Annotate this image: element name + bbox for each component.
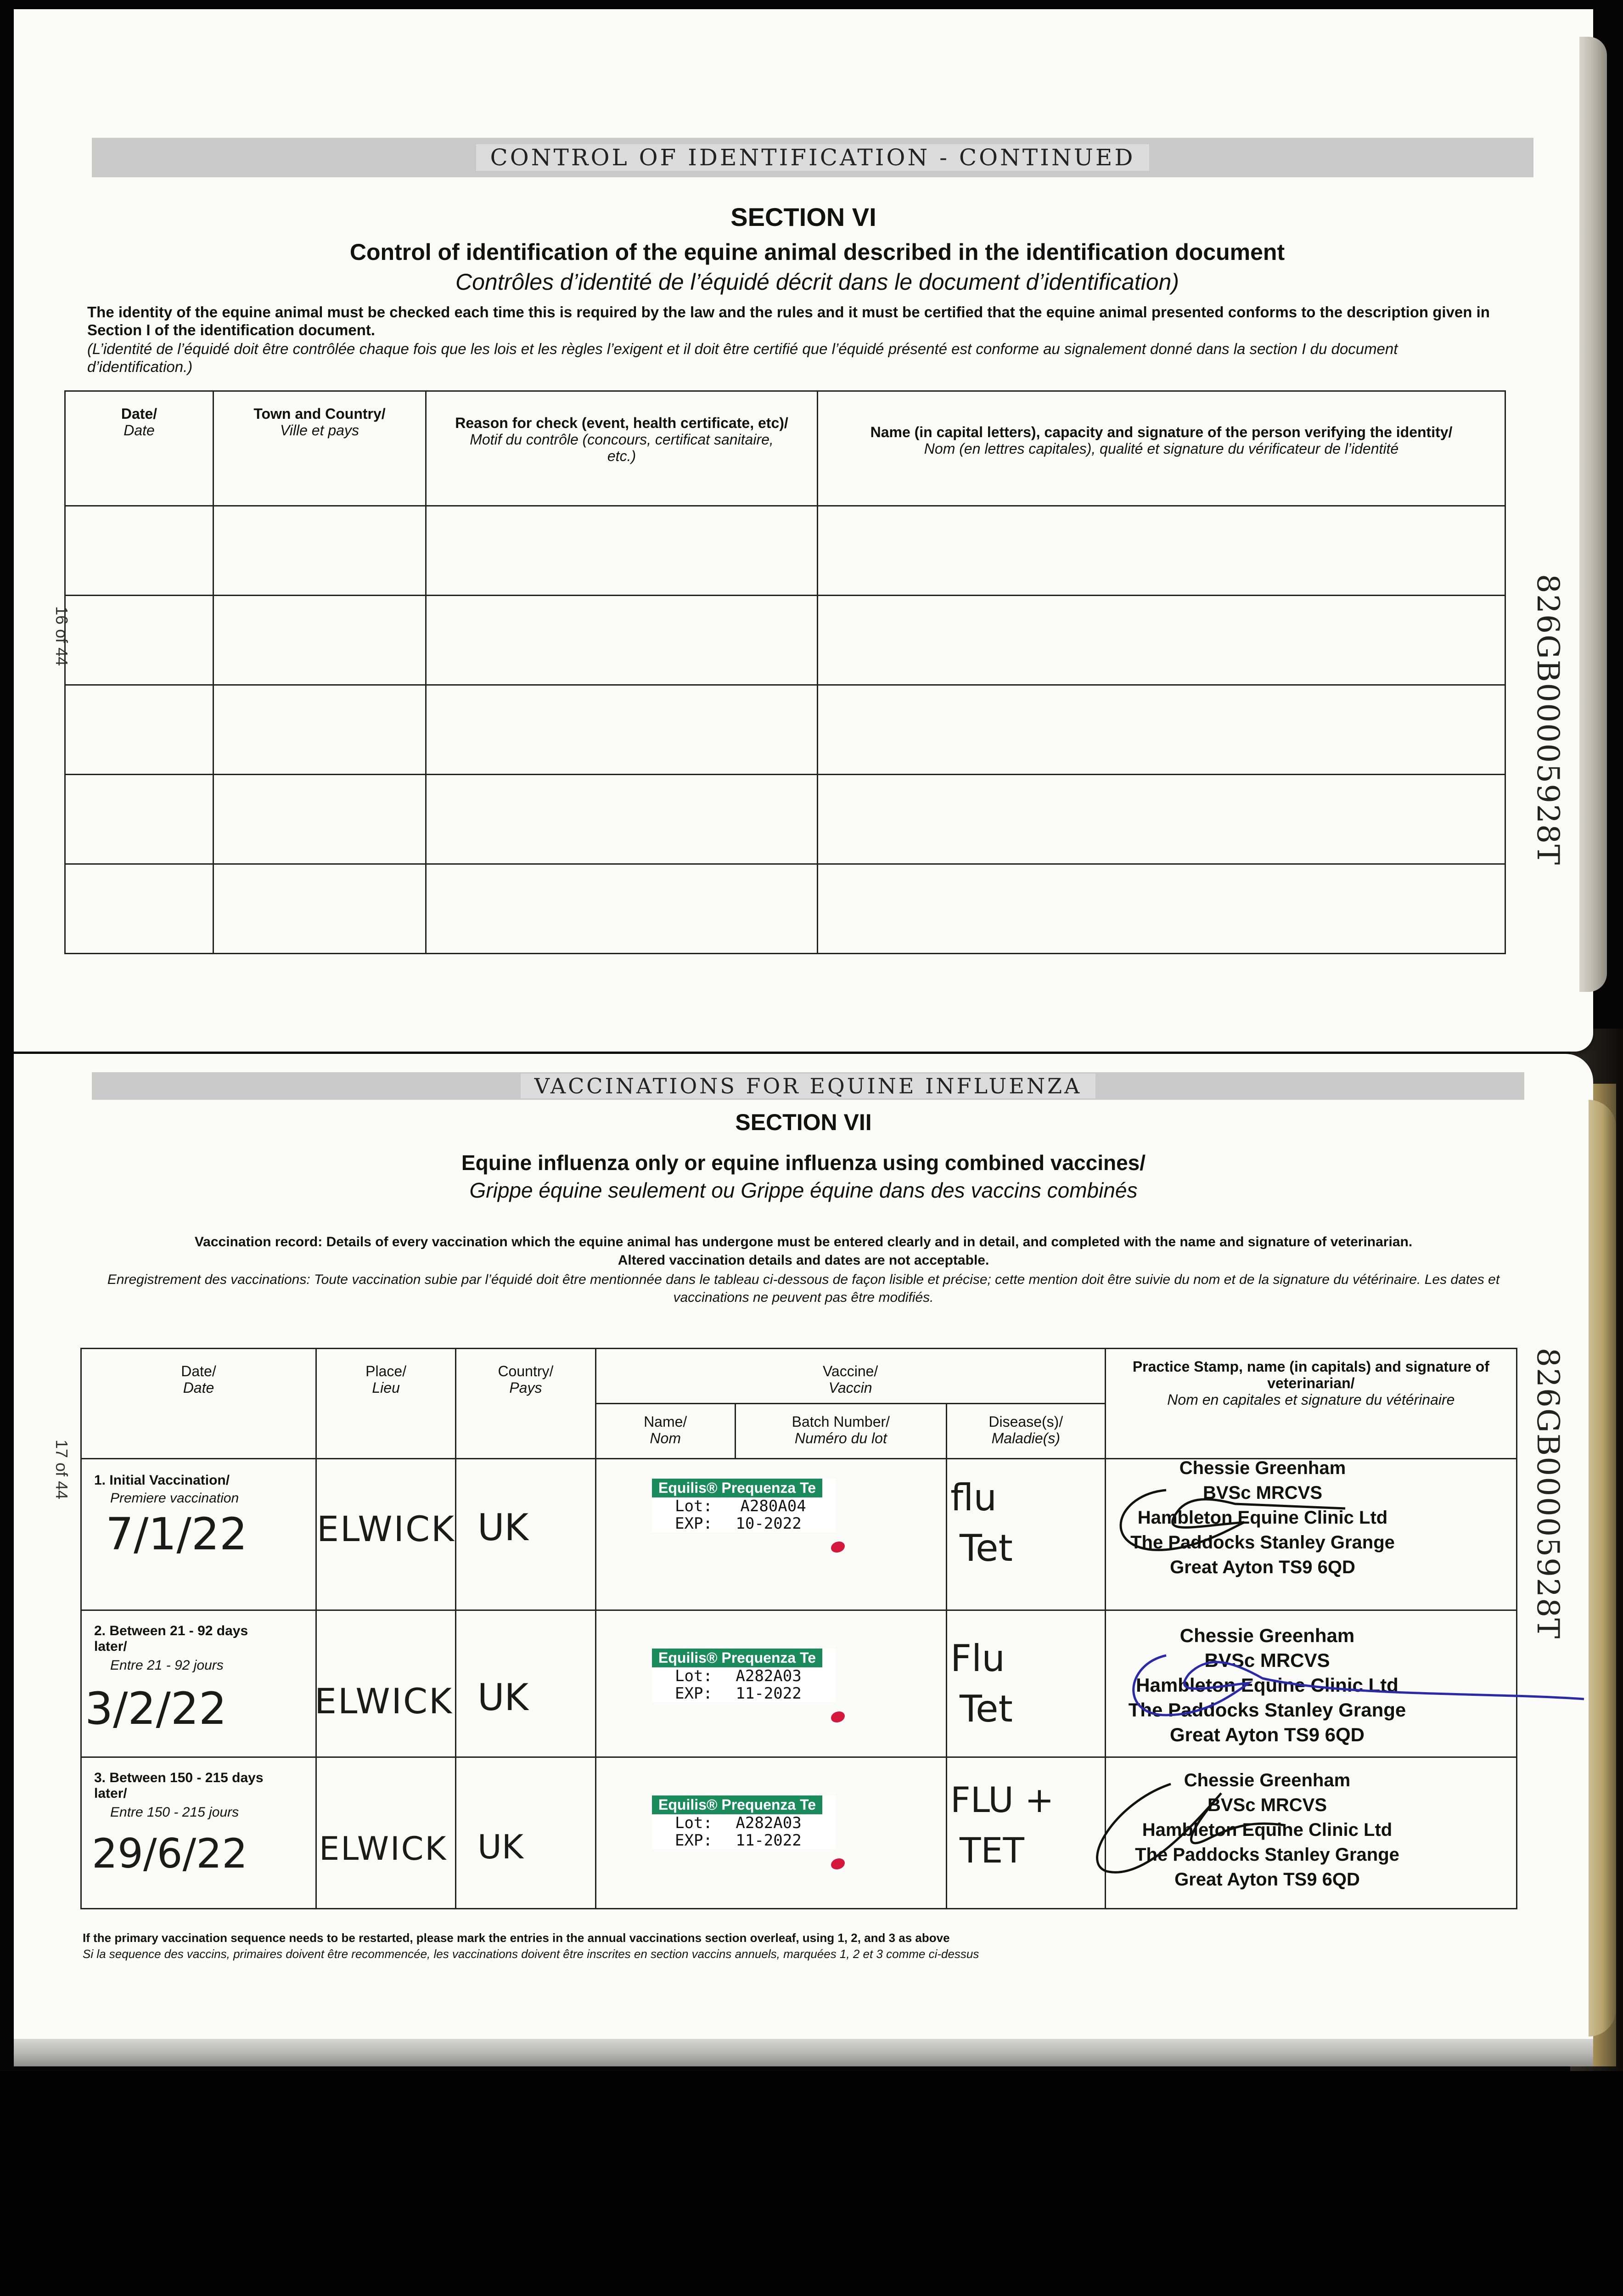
row1-exp-label: EXP: <box>675 1514 713 1533</box>
row2-disease-cell[interactable] <box>946 1610 1105 1757</box>
row1-country: UK <box>477 1506 529 1549</box>
scan-border-bottom <box>0 2071 1623 2296</box>
row3-stamp-addr1: The Paddocks Stanley Grange <box>1135 1845 1399 1865</box>
col-reason-fr: Motif du contrôle (concours, certificat sanitaire, etc.) <box>470 431 774 464</box>
col-name-fr: Nom (en lettres capitales), qualité et signature du vérificateur de l’identité <box>924 440 1399 457</box>
row3-stamp-qual: BVSc MRCVS <box>1207 1795 1327 1815</box>
col-stamp-en: Practice Stamp, name (in capitals) and signature of veterinarian/ <box>1132 1358 1489 1391</box>
cell-name[interactable] <box>818 506 1505 596</box>
section-vi-title: SECTION VI <box>730 203 876 231</box>
col-country-en: Country/ <box>498 1363 554 1379</box>
row3-disease-1: FLU + <box>950 1779 1054 1820</box>
row3-lot-label: Lot: <box>675 1814 713 1832</box>
row3-country-cell[interactable] <box>456 1757 595 1909</box>
col-date-header <box>65 391 213 506</box>
section-vi-banner-text: CONTROL OF IDENTIFICATION - CONTINUED <box>476 144 1149 171</box>
col-disease-fr: Maladie(s) <box>991 1430 1060 1446</box>
page-section-vii <box>14 1054 1593 2060</box>
col-town-en: Town and Country/ <box>253 405 386 422</box>
table-row <box>65 864 1505 954</box>
row2-stamp-qual: BVSc MRCVS <box>1204 1649 1330 1671</box>
cell-reason[interactable] <box>426 864 818 954</box>
col-name-en: Name (in capital letters), capacity and signature of the person verifying the identity/ <box>870 424 1453 440</box>
row2-country: UK <box>477 1676 529 1719</box>
cell-town[interactable] <box>213 864 426 954</box>
table-row <box>65 685 1505 775</box>
page-number-16: 16 of 44 <box>52 606 71 666</box>
row1-stamp-qual: BVSc MRCVS <box>1202 1483 1323 1503</box>
row3-label-fr: Entre 150 - 215 jours <box>110 1805 239 1820</box>
table-row <box>65 775 1505 864</box>
row1-vaccine-sticker <box>652 1479 836 1532</box>
cell-reason[interactable] <box>426 506 818 596</box>
cell-reason[interactable] <box>426 596 818 685</box>
row2-exp: 11-2022 <box>736 1684 802 1703</box>
section-vii-banner <box>92 1072 1524 1100</box>
footnote-fr: Si la sequence des vaccins, primaires doivent être recommencée, les vaccinations doivent être inscrites en section vaccins annuels, marquées 1, 2 et 3 comme ci-dessus <box>83 1947 979 1961</box>
col-disease-header <box>946 1404 1105 1459</box>
row3-country: UK <box>477 1828 523 1866</box>
section-vi-intro-fr: (L’identité de l’équidé doit être contrôlée chaque fois que les lois et les règles l’exigent et il doit être certifié que l’équidé présenté est conforme au signalement donné dans la section I du document d’identification.) <box>87 340 1398 375</box>
col-stamp-header <box>1105 1349 1516 1459</box>
col-town-header <box>213 391 426 506</box>
row2-label-fr: Entre 21 - 92 jours <box>110 1658 224 1673</box>
row1-date: 7/1/22 <box>106 1508 247 1560</box>
row1-place: ELWICK <box>317 1508 455 1549</box>
col-reason-header <box>426 391 818 506</box>
col-place-en: Place/ <box>365 1363 407 1379</box>
page-edge <box>1589 1100 1616 2037</box>
cell-reason[interactable] <box>426 685 818 775</box>
row1-disease-2: Tet <box>960 1527 1013 1570</box>
section-vi-heading-en: Control of identification of the equine animal described in the identification document <box>349 239 1285 265</box>
row2-label-en: 2. Between 21 - 92 days later/ <box>94 1623 248 1654</box>
table-row <box>65 506 1505 596</box>
row1-exp: 10-2022 <box>736 1514 802 1533</box>
row3-stamp-clinic: Hambleton Equine Clinic Ltd <box>1142 1820 1393 1840</box>
row1-label-fr: Premiere vaccination <box>110 1491 239 1506</box>
section-vii-heading-fr: Grippe équine seulement ou Grippe équine dans des vaccins combinés <box>469 1178 1138 1202</box>
table-row <box>65 596 1505 685</box>
row2-stamp-addr2: Great Ayton TS9 6QD <box>1170 1724 1365 1745</box>
row3-exp: 11-2022 <box>736 1831 802 1850</box>
row2-exp-label: EXP: <box>675 1684 713 1703</box>
row3-date: 29/6/22 <box>92 1830 248 1877</box>
cell-date[interactable] <box>65 775 213 864</box>
cell-reason[interactable] <box>426 775 818 864</box>
row2-signature-icon <box>1116 1646 1593 1738</box>
page-number-17: 17 of 44 <box>52 1440 71 1500</box>
col-stamp-fr: Nom en capitales et signature du vétérinaire <box>1167 1391 1455 1408</box>
cell-town[interactable] <box>213 685 426 775</box>
row2-stamp-clinic: Hambleton Equine Clinic Ltd <box>1136 1674 1398 1696</box>
section-vi-banner <box>92 138 1533 177</box>
row2-disease-2: Tet <box>960 1688 1013 1730</box>
serial-number: 826GB00005928T <box>1530 1348 1566 1640</box>
col-vaccine-header <box>595 1349 1105 1404</box>
col-date-en: Date/ <box>181 1363 216 1379</box>
cell-town[interactable] <box>213 506 426 596</box>
cell-name[interactable] <box>818 775 1505 864</box>
cell-town[interactable] <box>213 775 426 864</box>
row1-stamp-addr1: The Paddocks Stanley Grange <box>1130 1532 1395 1553</box>
row2-stamp-name: Chessie Greenham <box>1179 1625 1355 1646</box>
identification-check-table <box>64 390 1506 954</box>
col-place-header <box>316 1349 455 1459</box>
row1-vaccine-brand: Equilis® Prequenza Te <box>652 1479 822 1497</box>
section-vii-intro-en-2: Altered vaccination details and dates are not acceptable. <box>618 1253 989 1268</box>
row2-lot-label: Lot: <box>675 1667 713 1685</box>
row1-stamp-clinic: Hambleton Equine Clinic Ltd <box>1137 1508 1388 1528</box>
row2-vaccine-brand: Equilis® Prequenza Te <box>652 1649 822 1667</box>
col-batch-en: Batch Number/ <box>792 1413 890 1430</box>
row3-signature-icon <box>1070 1775 1327 1885</box>
col-vaccine-name-header <box>595 1404 735 1459</box>
footnote-en: If the primary vaccination sequence needs to be restarted, please mark the entries in the annual vaccinations section overleaf, using 1, 2, and 3 as above <box>83 1931 950 1945</box>
row2-date: 3/2/22 <box>85 1683 227 1734</box>
cell-date[interactable] <box>65 864 213 954</box>
serial-number: 826GB00005928T <box>1530 574 1566 866</box>
cell-date[interactable] <box>65 685 213 775</box>
section-vii-banner-text: VACCINATIONS FOR EQUINE INFLUENZA <box>521 1074 1096 1098</box>
page-edges-bottom <box>14 2039 1593 2066</box>
col-name-header <box>818 391 1505 506</box>
col-vaccine-name-en: Name/ <box>644 1413 687 1430</box>
row1-disease-1: flu <box>950 1476 997 1519</box>
cell-name[interactable] <box>818 864 1505 954</box>
section-vi-intro-en: The identity of the equine animal must be checked each time this is required by the law and the rules and it must be certified that the equine animal presented conforms to the description given in Section I of the identification document. <box>87 304 1490 338</box>
row3-lot: A282A03 <box>736 1814 802 1832</box>
cell-name[interactable] <box>818 596 1505 685</box>
col-disease-en: Disease(s)/ <box>988 1413 1063 1430</box>
cell-town[interactable] <box>213 596 426 685</box>
section-vii-heading-en: Equine influenza only or equine influenza using combined vaccines/ <box>461 1151 1146 1175</box>
row2-disease-1: Flu <box>950 1637 1005 1680</box>
row2-stamp-addr1: The Paddocks Stanley Grange <box>1128 1699 1406 1721</box>
row3-label-en: 3. Between 150 - 215 days later/ <box>94 1770 264 1801</box>
page-section-vi <box>14 9 1593 1052</box>
cell-date[interactable] <box>65 596 213 685</box>
col-reason-en: Reason for check (event, health certificate, etc)/ <box>455 415 788 431</box>
row2-vaccine-sticker <box>652 1649 836 1702</box>
col-town-fr: Ville et pays <box>280 422 359 439</box>
row1-lot: A280A04 <box>740 1497 806 1515</box>
section-vii-title: SECTION VII <box>735 1109 872 1135</box>
col-vaccine-en: Vaccine/ <box>822 1363 878 1379</box>
row3-disease-2: TET <box>960 1830 1024 1871</box>
row1-signature-icon <box>1097 1481 1354 1564</box>
col-date-header <box>81 1349 316 1459</box>
row3-exp-label: EXP: <box>675 1831 713 1850</box>
row3-place: ELWICK <box>319 1830 448 1868</box>
col-vaccine-fr: Vaccin <box>828 1379 872 1396</box>
col-batch-header <box>735 1404 946 1459</box>
section-vi-heading-fr: Contrôles d’identité de l’équidé décrit dans le document d’identification) <box>455 269 1179 295</box>
row1-label-en: 1. Initial Vaccination/ <box>94 1473 230 1488</box>
row2-lot: A282A03 <box>736 1667 802 1685</box>
row2-place: ELWICK <box>314 1681 453 1722</box>
row1-lot-label: Lot: <box>675 1497 713 1515</box>
col-place-fr: Lieu <box>372 1379 400 1396</box>
row3-vaccine-brand: Equilis® Prequenza Te <box>652 1795 822 1814</box>
cell-name[interactable] <box>818 685 1505 775</box>
col-date-fr: Date <box>183 1379 214 1396</box>
section-vii-intro-fr: Enregistrement des vaccinations: Toute vaccination subie par l’équidé doit être mentionnée dans le tableau ci-dessous de façon lisible et précise; cette mention doit être suivie du nom et de la signature du vétérinaire. Les dates et vaccinations ne peuvent pas être modifiés. <box>107 1272 1500 1305</box>
row3-stamp-addr2: Great Ayton TS9 6QD <box>1174 1869 1360 1890</box>
col-vaccine-name-fr: Nom <box>650 1430 681 1446</box>
col-batch-fr: Numéro du lot <box>794 1430 887 1446</box>
col-country-fr: Pays <box>509 1379 542 1396</box>
section-vii-intro-en-1: Vaccination record: Details of every vaccination which the equine animal has undergone must be entered clearly and in detail, and completed with the name and signature of veterinarian. <box>194 1234 1413 1249</box>
col-date-en: Date/ <box>121 405 157 422</box>
row1-stamp-name: Chessie Greenham <box>1179 1458 1346 1478</box>
col-country-header <box>456 1349 595 1459</box>
cell-date[interactable] <box>65 506 213 596</box>
page-edge <box>1579 37 1607 992</box>
row1-stamp-addr2: Great Ayton TS9 6QD <box>1170 1557 1355 1577</box>
row3-vaccine-sticker <box>652 1795 836 1849</box>
row3-stamp-name: Chessie Greenham <box>1184 1770 1351 1790</box>
col-date-fr: Date <box>124 422 155 439</box>
